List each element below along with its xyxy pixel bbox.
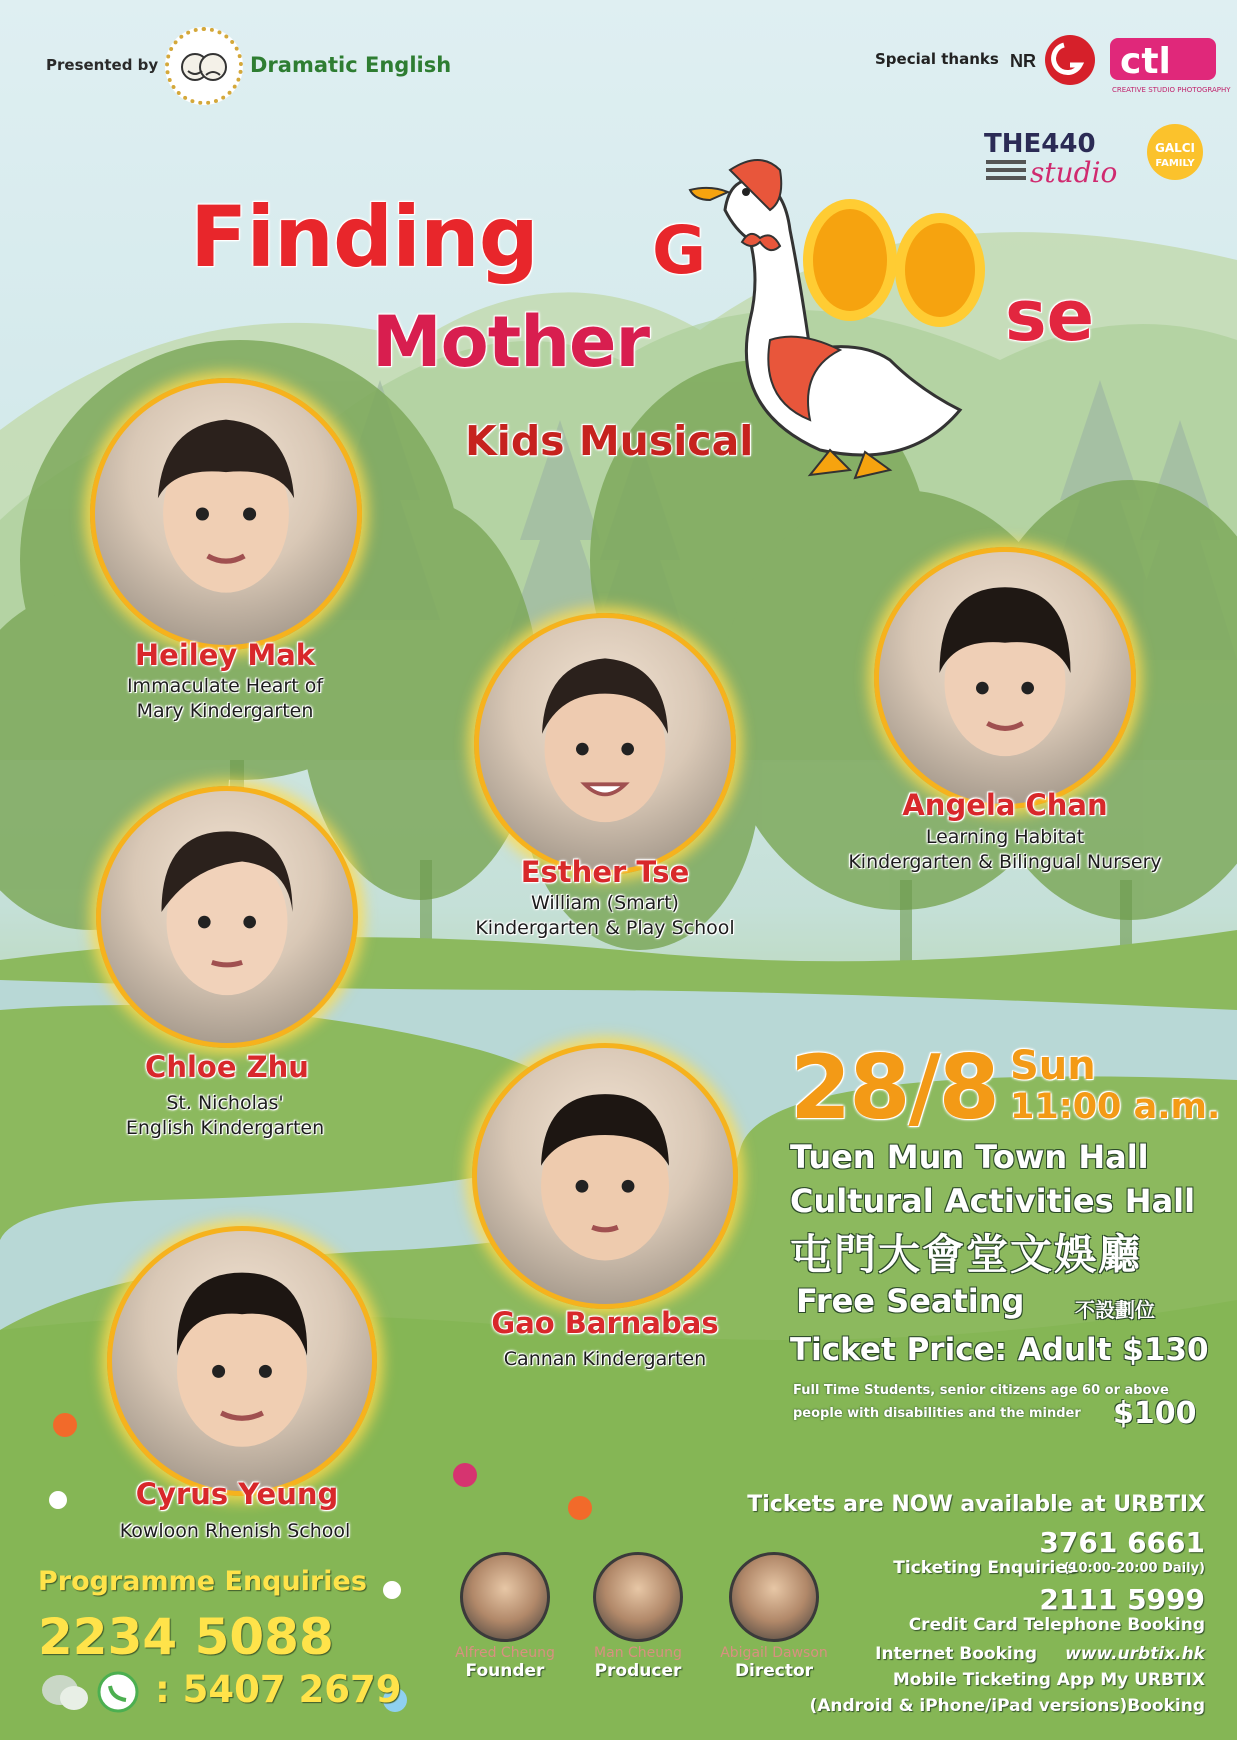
- title-g-letter: G: [652, 212, 707, 289]
- special-thanks-label: Special thanks: [875, 50, 999, 68]
- cast-school: Immaculate Heart of: [126, 675, 324, 697]
- cast-school: Kindergarten & Bilingual Nursery: [848, 851, 1162, 873]
- cast-name: Cyrus Yeung: [135, 1477, 339, 1511]
- venue-line1: Tuen Mun Town Hall: [790, 1138, 1149, 1176]
- cast-name: Esther Tse: [520, 855, 690, 889]
- svg-text:FAMILY: FAMILY: [1155, 158, 1195, 169]
- ticket-price: Ticket Price: Adult $130: [790, 1332, 1209, 1368]
- staff-photo-founder: [460, 1552, 550, 1642]
- event-time: 11:00 a.m.: [1010, 1087, 1221, 1127]
- ticket-enquiry-hours: (10:00-20:00 Daily): [1063, 1561, 1205, 1576]
- title-subtitle: Kids Musical: [465, 417, 754, 465]
- seating-chinese: 不設劃位: [1075, 1298, 1155, 1322]
- dramatic-english-logo: [165, 27, 243, 105]
- presenter-name: Dramatic English: [250, 53, 452, 77]
- ticket-enquiry-label: Ticketing Enquiries: [893, 1558, 1077, 1578]
- whatsapp-number: : 5407 2679: [155, 1668, 402, 1711]
- staff-name: Man Cheung: [594, 1645, 682, 1661]
- wechat-icon: [42, 1675, 88, 1710]
- staff-role: Founder: [465, 1661, 545, 1681]
- cast-photo-heiley: [90, 378, 362, 650]
- galci-family-logo: [1140, 122, 1210, 190]
- staff-name: Alfred Cheung: [455, 1645, 555, 1661]
- programme-enquiries-phone: 2234 5088: [38, 1608, 334, 1666]
- app-line1: Mobile Ticketing App My URBTIX: [892, 1670, 1205, 1690]
- event-day: Sun: [1010, 1043, 1096, 1089]
- cast-school: Cannan Kindergarten: [503, 1348, 707, 1370]
- cast-school: William (Smart): [531, 892, 679, 914]
- staff-name: Abigail Dawson: [720, 1645, 828, 1661]
- booking-phone: 2111 5999: [1039, 1583, 1205, 1616]
- seating-label: Free Seating: [796, 1282, 1025, 1320]
- cast-school: Mary Kindergarten: [136, 700, 314, 722]
- title-finding: Finding: [190, 188, 538, 286]
- cast-school: Learning Habitat: [925, 826, 1085, 848]
- cast-name: Gao Barnabas: [491, 1306, 719, 1340]
- cast-photo-cyrus: [107, 1226, 377, 1496]
- cast-name: Angela Chan: [902, 788, 1108, 822]
- cast-photo-gao: [472, 1043, 738, 1309]
- cast-photo-chloe: [96, 786, 358, 1048]
- internet-booking-label: Internet Booking: [875, 1644, 1037, 1664]
- title-mother: Mother: [372, 301, 650, 383]
- cast-school: Kowloon Rhenish School: [119, 1520, 351, 1542]
- svg-text:NR: NR: [1010, 51, 1036, 71]
- tickets-available: Tickets are NOW available at URBTIX: [747, 1492, 1205, 1517]
- app-line2: (Android & iPhone/iPad versions)Booking: [809, 1696, 1205, 1716]
- staff-photo-director: [729, 1552, 819, 1642]
- cast-school: Kindergarten & Play School: [475, 917, 735, 939]
- presented-by-label: Presented by: [46, 56, 159, 74]
- cast-school: St. Nicholas': [166, 1092, 284, 1114]
- booking-label: Credit Card Telephone Booking: [908, 1615, 1205, 1635]
- concession-line2: people with disabilities and the minder: [793, 1406, 1081, 1421]
- concession-price: $100: [1113, 1396, 1197, 1431]
- staff-role: Producer: [594, 1661, 682, 1681]
- wechat-whatsapp-icons: [38, 1670, 148, 1716]
- venue-line2: Cultural Activities Hall: [790, 1182, 1196, 1220]
- whatsapp-icon: [99, 1673, 137, 1711]
- cast-photo-esther: [474, 613, 736, 875]
- cast-school: English Kindergarten: [125, 1117, 325, 1139]
- svg-text:THE440: THE440: [984, 129, 1096, 159]
- programme-enquiries-label: Programme Enquiries: [38, 1566, 367, 1597]
- event-date: 28/8: [790, 1036, 998, 1139]
- staff-photo-producer: [593, 1552, 683, 1642]
- nrg-logo: [1006, 33, 1104, 87]
- title-se-letters: se: [1005, 275, 1095, 357]
- svg-text:GALCI: GALCI: [1154, 141, 1196, 155]
- cast-name: Chloe Zhu: [145, 1050, 309, 1084]
- cast-photo-angela: [874, 547, 1136, 809]
- ticket-enquiry-phone: 3761 6661: [1039, 1526, 1205, 1559]
- urbtix-link[interactable]: www.urbtix.hk: [1065, 1644, 1205, 1664]
- svg-text:ctl: ctl: [1120, 41, 1171, 82]
- ctl-logo: [1108, 36, 1231, 98]
- staff-role: Director: [734, 1661, 814, 1681]
- svg-text:CREATIVE STUDIO PHOTOGRAPHY: CREATIVE STUDIO PHOTOGRAPHY: [1112, 86, 1231, 94]
- svg-text:studio: studio: [1030, 156, 1118, 189]
- concession-line1: Full Time Students, senior citizens age 60 or above: [793, 1383, 1169, 1398]
- cast-name: Heiley Mak: [134, 638, 316, 672]
- venue-chinese: 屯門大會堂文娛廳: [790, 1230, 1143, 1279]
